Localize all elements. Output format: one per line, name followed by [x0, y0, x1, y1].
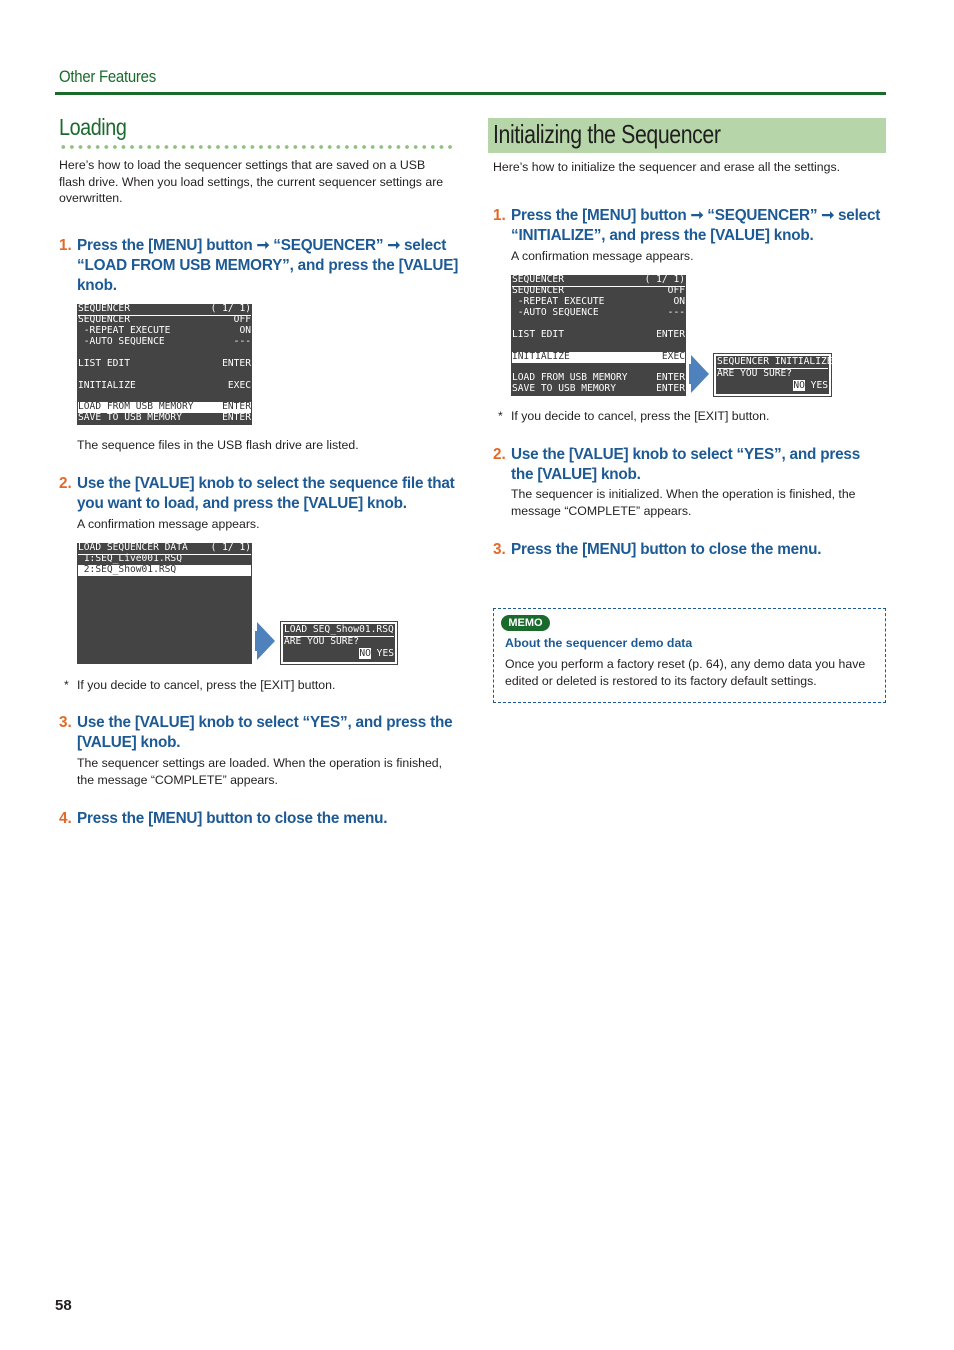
right-arrow-icon	[257, 622, 275, 660]
step-number: 1.	[493, 207, 506, 224]
step-number: 4.	[59, 810, 72, 827]
lcd-row: -AUTO SEQUENCE ---	[78, 336, 251, 347]
lcd-confirm-title: LOAD SEQ_Show01.RSQ	[284, 624, 394, 635]
lcd-row: SEQUENCER OFF	[78, 314, 251, 325]
lcd-confirm-frame	[280, 621, 398, 665]
asterisk: *	[64, 678, 69, 692]
initialize-heading: Initializing the Sequencer	[493, 119, 721, 149]
step-note: The sequence files in the USB flash drive are listed.	[77, 438, 359, 452]
step-instruction: Press the [MENU] button to close the menu.	[511, 541, 822, 558]
lcd-confirm-question: ARE YOU SURE?	[284, 636, 360, 647]
lcd-row: SAVE TO USB MEMORY ENTER	[78, 412, 251, 423]
lcd-row: LIST EDIT ENTER	[78, 358, 251, 369]
cancel-note: If you decide to cancel, press the [EXIT] button.	[511, 409, 770, 423]
lcd-confirm-options	[717, 381, 828, 392]
section-label: Other Features	[59, 67, 156, 86]
lcd-file-row: 1:SEQ_Live001.RSQ	[78, 553, 182, 564]
memo-badge: MEMO	[501, 615, 550, 631]
step-note: A confirmation message appears.	[511, 249, 694, 263]
step-note: The sequencer settings are loaded. When the operation is finished, the message “COMPLETE” appears.	[77, 756, 443, 787]
lcd-sequencer-menu	[77, 304, 252, 425]
lcd-file-row-selected: 2:SEQ_Show01.RSQ	[78, 565, 251, 576]
lcd-row: SEQUENCER OFF	[512, 285, 685, 296]
lcd-row: SAVE TO USB MEMORY ENTER	[512, 383, 685, 394]
step-number: 3.	[493, 541, 506, 558]
lcd-title-row: SEQUENCER ( 1/ 1)	[78, 303, 251, 314]
step-note: A confirmation message appears.	[77, 517, 260, 531]
step-instruction: Use the [VALUE] knob to select “YES”, and press the [VALUE] knob.	[511, 446, 861, 483]
page-number: 58	[55, 1297, 72, 1314]
memo-title: About the sequencer demo data	[505, 636, 693, 650]
lcd-row: -REPEAT EXECUTE ON	[512, 296, 685, 307]
dotted-divider	[59, 144, 454, 150]
lcd-sequencer-menu-init	[511, 275, 686, 396]
lcd-row: LIST EDIT ENTER	[512, 329, 685, 340]
lcd-title-row: SEQUENCER ( 1/ 1)	[512, 274, 685, 285]
loading-heading: Loading	[59, 114, 127, 140]
step-instruction: Use the [VALUE] knob to select the sequence file that you want to load, and press the [VALUE] knob.	[77, 475, 455, 512]
step-note: The sequencer is initialized. When the operation is finished, the message “COMPLETE” appears.	[511, 487, 856, 518]
lcd-file-list	[77, 543, 252, 664]
step-number: 1.	[59, 237, 72, 254]
step-number: 2.	[493, 446, 506, 463]
lcd-confirm-title: SEQUENCER INITIALIZE	[717, 356, 833, 367]
initialize-intro: Here’s how to initialize the sequencer and erase all the settings.	[493, 160, 841, 174]
lcd-row: -REPEAT EXECUTE ON	[78, 325, 251, 336]
cancel-note: If you decide to cancel, press the [EXIT] button.	[77, 678, 336, 692]
memo-text: Once you perform a factory reset (p. 64), any demo data you have edited or deleted is restored to its factory default settings.	[505, 657, 866, 688]
right-arrow-icon	[691, 355, 709, 393]
step-number: 3.	[59, 714, 72, 731]
step-instruction: Press the [MENU] button ➞ “SEQUENCER” ➞ select “INITIALIZE”, and press the [VALUE] knob.	[511, 207, 881, 244]
lcd-row: INITIALIZE EXEC	[78, 380, 251, 391]
lcd-row: LOAD FROM USB MEMORY ENTER	[512, 372, 685, 383]
lcd-no-option: NO	[793, 380, 805, 391]
lcd-yes-option: YES	[376, 648, 394, 659]
lcd-row: -AUTO SEQUENCE ---	[512, 307, 685, 318]
lcd-row-selected: LOAD FROM USB MEMORY ENTER	[78, 401, 251, 412]
lcd-no-option: NO	[359, 648, 371, 659]
lcd-confirm-options	[284, 649, 394, 660]
lcd-confirm-load	[283, 624, 395, 662]
step-instruction: Press the [MENU] button ➞ “SEQUENCER” ➞ select “LOAD FROM USB MEMORY”, and press the [VALUE] knob.	[77, 237, 459, 294]
header-rule	[55, 92, 886, 95]
lcd-yes-option: YES	[810, 380, 828, 391]
lcd-confirm-question: ARE YOU SURE?	[717, 368, 793, 379]
loading-intro: Here’s how to load the sequencer settings that are saved on a USB flash drive. When you load settings, the current sequencer settings are overwritten.	[59, 158, 444, 206]
lcd-confirm-initialize	[716, 356, 833, 394]
lcd-row-selected: INITIALIZE EXEC	[512, 351, 685, 362]
step-number: 2.	[59, 475, 72, 492]
step-instruction: Use the [VALUE] knob to select “YES”, and press the [VALUE] knob.	[77, 714, 453, 751]
lcd-title-row: LOAD SEQUENCER DATA ( 1/ 1)	[78, 542, 251, 553]
asterisk: *	[498, 409, 503, 423]
step-instruction: Press the [MENU] button to close the menu.	[77, 810, 388, 827]
lcd-confirm-frame	[713, 353, 832, 397]
